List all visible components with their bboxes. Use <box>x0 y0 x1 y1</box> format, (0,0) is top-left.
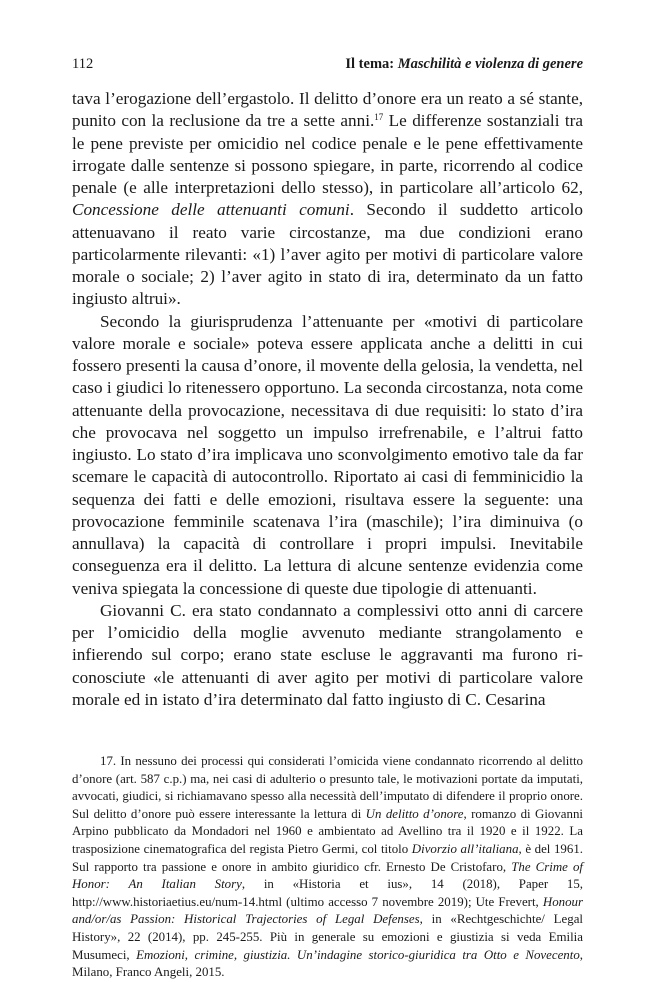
page-number: 112 <box>72 56 94 72</box>
footnote-italic-4: Honour and/or/as Passion: Historical Trajectories of Legal Defenses <box>72 894 583 927</box>
paragraph-1 <box>72 88 583 311</box>
paragraph-1-text-b: Le differenze sostanziali tra le pene previste per omicidio nel codice penale e le pene effettivamente irrogate dalle sentenze si possono spiegare, in parte, ricorrendo al codice penale (e alle interpretazioni dello stesso), in particolare all’articolo 62, <box>72 111 583 197</box>
running-title-topic: Maschilità e violenza di genere <box>397 56 583 72</box>
footnotes <box>72 753 583 982</box>
footnote-text-3: , è del 1961. Sul rapporto tra passione e onore in ambito giuridico cfr. Ernesto De Cristofaro, <box>72 841 583 874</box>
book-page <box>72 52 583 982</box>
running-head <box>72 52 583 76</box>
paragraph-1-text-d: . Secondo il suddetto articolo attenuavano il reato varie circostanze, ma due condizioni erano particolarmente rilevanti: «1) l’aver agito per motivi di particolare valore morale o sociale; 2) l’aver agito in stato di ira, determinato da un fatto ingiusto altrui». <box>72 200 584 309</box>
footnote-italic-5: Emozioni, crimine, giustizia. Un’indagine storico-giuridica tra Otto e Novecento <box>136 947 580 962</box>
footnote-text-2: , romanzo di Giovanni Arpino pubblicato da Mondadori nel 1960 e ambientato ad Avellino tra il 1920 e il 1922. La trasposizione cinematografica del regista Pietro Germi, col titolo <box>72 806 583 856</box>
footnote-text-4: , in «Historia et ius», 14 (2018), Paper 15, http://www.historiaetius.eu/num-14.html (ultimo accesso 7 novembre 2019); Ute Frevert, <box>72 877 583 909</box>
article-title: Concessione delle attenuanti comuni <box>72 200 350 220</box>
footnote-text-6: , Milano, Franco Angeli, 2015. <box>72 947 584 980</box>
running-title-section: Il tema: <box>345 56 398 72</box>
footnote-text-5: , in «Rechtgeschichte/ Legal History», 22 (2014), pp. 245-255. Più in generale su emozioni e giustizia si veda Emilia Musumeci, <box>72 912 583 962</box>
running-title <box>345 52 583 76</box>
paragraph-1-text-a: tava l’erogazione dell’ergastolo. Il delitto d’onore era un reato a sé stante, punito con la reclusione da tre a sette anni. <box>72 89 583 131</box>
paragraph-2: Secondo la giurisprudenza l’attenuante per «motivi di particolare valore morale e sociale» poteva essere applicata anche a delitti in cui fossero presenti la causa d’onore, il movente della gelosia, la vendetta, nel caso i giudici lo ritenessero opportuno. La seconda circostanza, nota come attenuante della provocazione, necessitava di due requisiti: lo stato d’ira che provocava nel soggetto un impulso irrefrenabile, e l’altrui fatto ingiusto. Lo stato d’ira implicava uno sconvolgimento emotivo tale da far scemare le capacità di autocontrollo. Riportato ai casi di femminicidio la sequenza dei fatti e delle emozioni, risultava essere la seguente: una provocazione femminile scatenava l’ira (maschile); l’ira diminuiva (o annullava) la capacità di controllare i propri impulsi. Inevitabile conseguenza era il delitto. La lettura di alcune sentenze evidenzia come veniva spiegata la concessione di queste due tipologie di attenuanti. <box>72 311 583 598</box>
footnote-text-1: 17. In nessuno dei processi qui considerati l’omicida viene condannato ricorrendo al delitto d’onore (art. 587 c.p.) ma, nei casi di adulterio o presunto tale, le motivazioni portate da imputati, avvocati, giudici, si richiamavano spesso alla necessità dell’imputato di difendere il proprio onore. Sul delitto d’onore può essere interessante la lettura di <box>72 754 583 821</box>
footnote-italic-3: The Crime of Honor: An Italian Story <box>72 859 583 892</box>
footnote-italic-2: Divorzio all’italiana <box>411 841 519 856</box>
paragraph-3: Giovanni C. era stato condannato a complessivi otto anni di carcere per l’omicidio della moglie avvenuto mediante strangolamento e infierendo sul corpo; erano state escluse le aggravanti ma furono riconosciute «le attenuanti di aver agito per motivi di particolare valore morale ed in istato d’ira determinato dal fatto ingiusto di C. Cesarina <box>72 600 583 709</box>
footnote-17 <box>72 753 583 982</box>
footnote-italic-1: Un delitto d’onore <box>365 806 464 821</box>
footnote-ref-17[interactable]: 17 <box>374 112 384 123</box>
main-text <box>72 88 583 711</box>
